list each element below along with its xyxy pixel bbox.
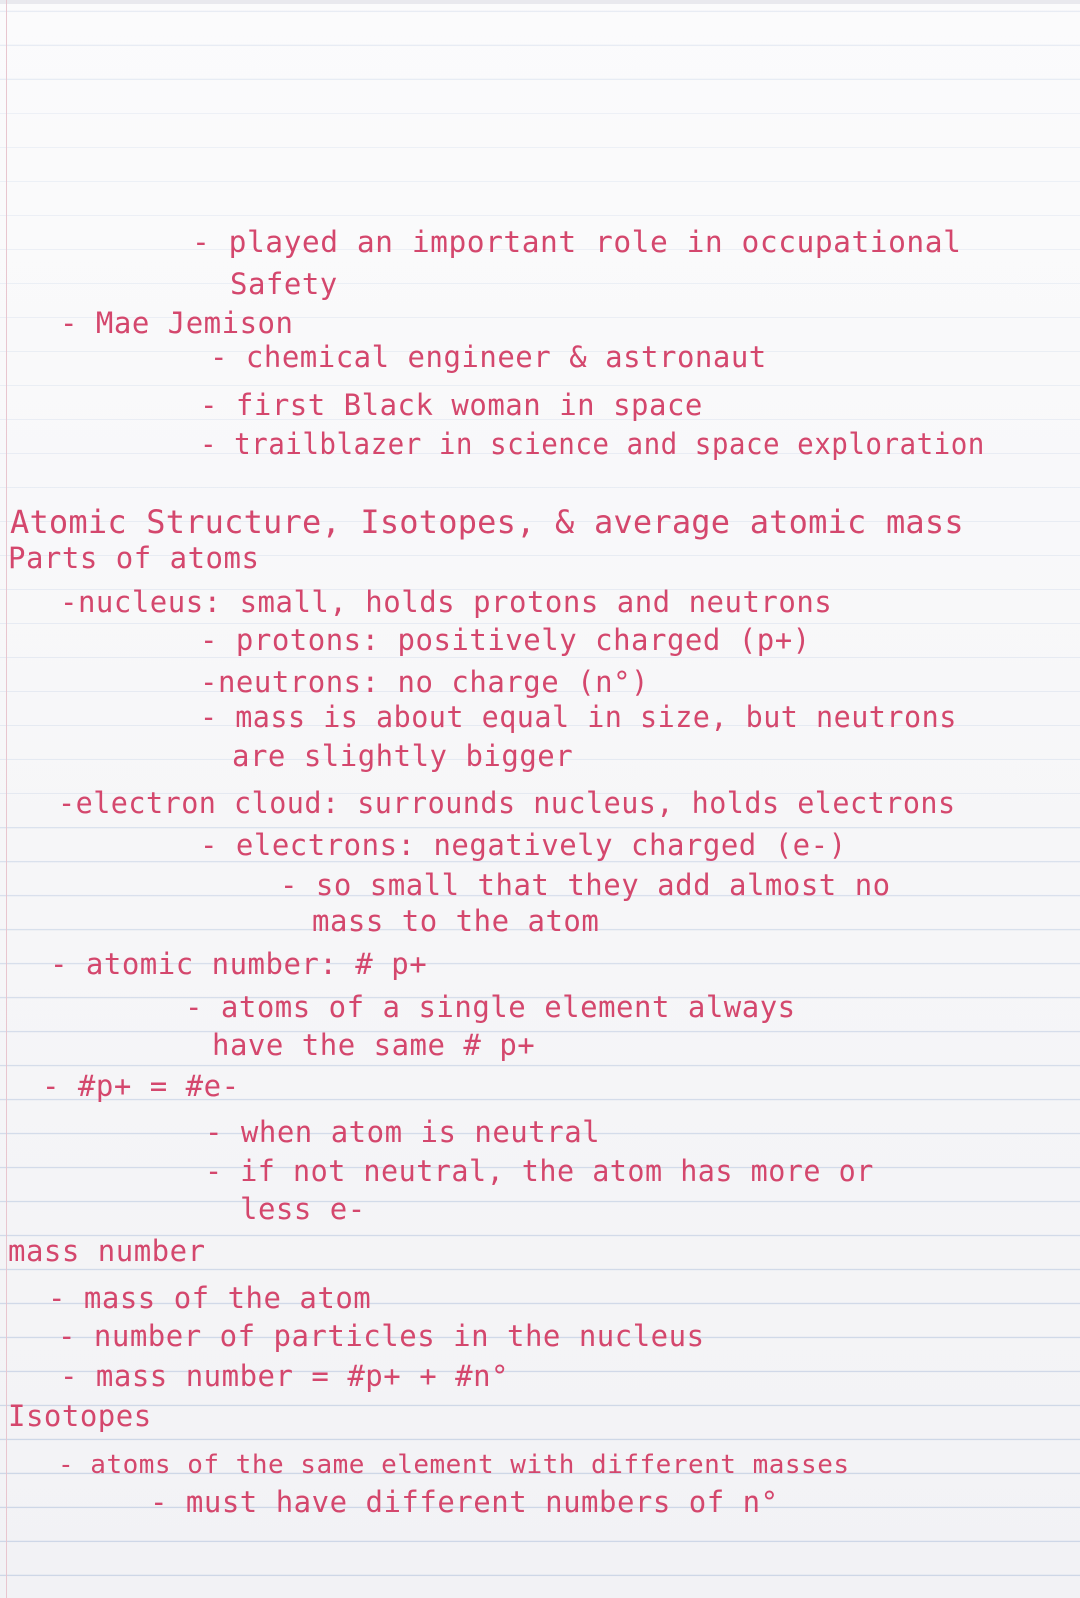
note-line-6: - trailblazer in science and space exploration: [200, 427, 985, 461]
note-line-19: - atoms of a single element always: [185, 990, 796, 1024]
note-line-22: - when atom is neutral: [205, 1115, 601, 1149]
note-line-1: - played an important role in occupational: [192, 225, 962, 259]
note-line-28: - mass number = #p+ + #n°: [60, 1359, 509, 1393]
note-line-18: - atomic number: # p+: [50, 947, 428, 981]
note-line-30: - atoms of the same element with different masses: [58, 1450, 850, 1480]
section-title-mass-number: mass number: [8, 1234, 206, 1268]
margin-line: [6, 0, 7, 1598]
note-line-31: - must have different numbers of n°: [150, 1485, 779, 1519]
note-line-11: -neutrons: no charge (n°): [200, 665, 649, 699]
note-line-23: - if not neutral, the atom has more or: [205, 1154, 874, 1188]
note-line-21: - #p+ = #e-: [42, 1069, 240, 1103]
section-title-atomic-structure: Atomic Structure, Isotopes, & average atomic mass: [10, 503, 964, 541]
note-line-20: have the same # p+: [212, 1028, 536, 1062]
note-line-9: -nucleus: small, holds protons and neutrons: [60, 585, 833, 619]
note-line-24: less e-: [240, 1192, 366, 1226]
note-line-14: -electron cloud: surrounds nucleus, holds electrons: [58, 786, 956, 820]
note-line-27: - number of particles in the nucleus: [58, 1319, 705, 1353]
note-line-10: - protons: positively charged (p+): [200, 623, 811, 657]
note-line-16: - so small that they add almost no: [280, 868, 891, 902]
note-line-12: - mass is about equal in size, but neutrons: [200, 700, 957, 734]
note-line-15: - electrons: negatively charged (e-): [200, 828, 847, 862]
note-line-17: mass to the atom: [312, 904, 600, 938]
note-line-2: Safety: [230, 267, 338, 301]
note-line-13: are slightly bigger: [232, 739, 574, 773]
note-line-26: - mass of the atom: [48, 1281, 372, 1315]
note-line-3: - Mae Jemison: [60, 306, 294, 340]
page-top-edge: [0, 0, 1080, 4]
note-line-5: - first Black woman in space: [200, 388, 703, 422]
note-line-4: - chemical engineer & astronaut: [210, 340, 767, 374]
note-line-8: Parts of atoms: [8, 541, 260, 575]
section-title-isotopes: Isotopes: [8, 1399, 152, 1433]
